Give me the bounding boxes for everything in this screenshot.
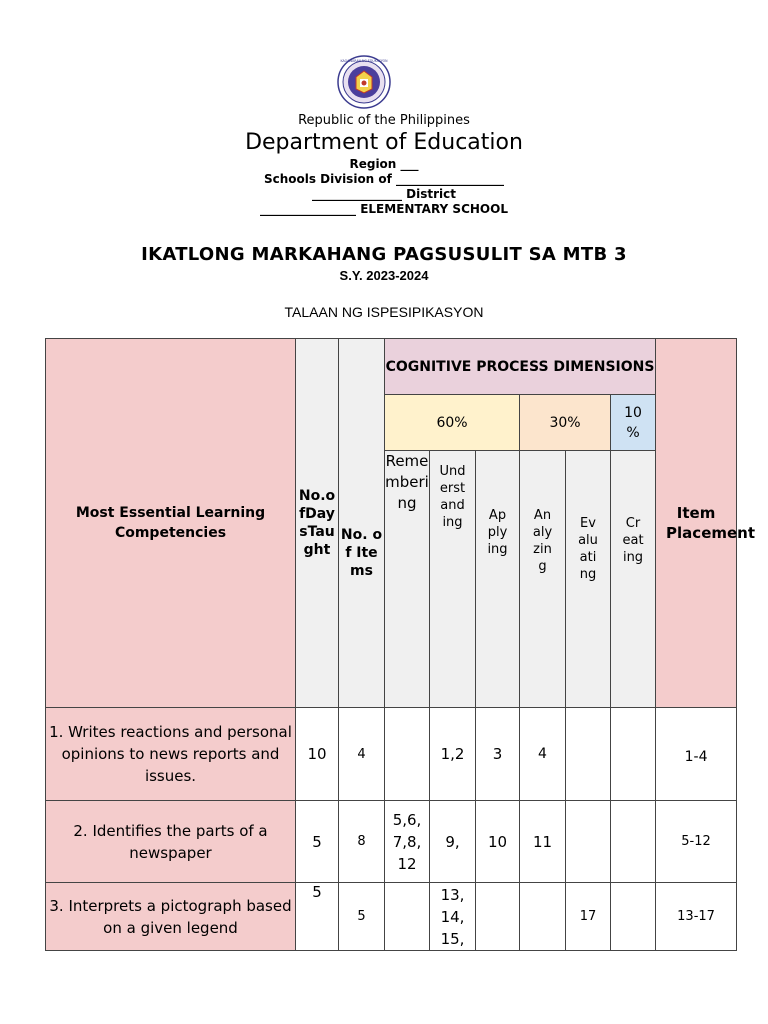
items-cell: 8 xyxy=(339,801,385,883)
header-remembering: Remembering xyxy=(385,451,430,708)
header-creating: Creating xyxy=(611,451,656,708)
remembering-cell: 5,6, 7,8, 12 xyxy=(385,801,430,883)
division-line: Schools Division of __________________ xyxy=(263,172,505,186)
percent-10: 10 % xyxy=(611,395,656,451)
percent-30: 30% xyxy=(520,395,611,451)
header-cognitive-dimensions: COGNITIVE PROCESS DIMENSIONS xyxy=(385,339,656,395)
analyzing-cell: 4 xyxy=(520,708,566,801)
creating-cell xyxy=(611,801,656,883)
republic-label: Republic of the Philippines xyxy=(298,113,470,128)
days-cell: 5 xyxy=(296,801,339,883)
department-title: Department of Education xyxy=(245,130,523,155)
understanding-cell: 13, 14, 15, xyxy=(430,883,476,951)
header-item-placement: Item Placement xyxy=(656,339,737,708)
remembering-cell xyxy=(385,883,430,951)
days-cell: 5 xyxy=(296,883,339,951)
header-evaluating: Evaluating xyxy=(566,451,611,708)
header-days-taught: No.ofDaysTaught xyxy=(296,339,339,708)
days-cell: 10 xyxy=(296,708,339,801)
evaluating-cell: 17 xyxy=(566,883,611,951)
district-line: _______________ District xyxy=(311,187,456,201)
applying-cell: 10 xyxy=(476,801,520,883)
placement-cell: 5-12 xyxy=(656,801,737,883)
table-row xyxy=(46,801,737,883)
analyzing-cell: 11 xyxy=(520,801,566,883)
placement-cell: 13-17 xyxy=(656,883,737,951)
header-understanding: Understanding xyxy=(430,451,476,708)
remembering-cell xyxy=(385,708,430,801)
understanding-cell: 9, xyxy=(430,801,476,883)
header-competencies: Most Essential Learning Competencies xyxy=(46,339,296,708)
table-row xyxy=(46,708,737,801)
competency-cell: 1. Writes reactions and personal opinions to news reports and issues. xyxy=(46,708,296,801)
exam-title: IKATLONG MARKAHANG PAGSUSULIT SA MTB 3 xyxy=(141,244,627,265)
deped-seal-logo xyxy=(337,55,391,109)
evaluating-cell xyxy=(566,708,611,801)
analyzing-cell xyxy=(520,883,566,951)
understanding-cell: 1,2 xyxy=(430,708,476,801)
region-line: Region ___ xyxy=(349,157,419,171)
competency-cell: 3. Interprets a pictograph based on a given legend xyxy=(46,883,296,951)
creating-cell xyxy=(611,708,656,801)
school-line: ________________ ELEMENTARY SCHOOL xyxy=(260,202,508,216)
applying-cell: 3 xyxy=(476,708,520,801)
evaluating-cell xyxy=(566,801,611,883)
applying-cell xyxy=(476,883,520,951)
header-number-of-items: No. of Items xyxy=(339,339,385,708)
items-cell: 4 xyxy=(339,708,385,801)
header-analyzing: Analyzing xyxy=(520,451,566,708)
items-cell: 5 xyxy=(339,883,385,951)
seal-lettering: KAGAWARAN NG EDUKASYON xyxy=(340,59,388,63)
placement-cell: 1-4 xyxy=(656,708,737,801)
competency-cell: 2. Identifies the parts of a newspaper xyxy=(46,801,296,883)
school-year: S.Y. 2023-2024 xyxy=(339,268,429,283)
percent-60: 60% xyxy=(385,395,520,451)
table-row xyxy=(46,883,737,951)
header-applying: Applying xyxy=(476,451,520,708)
table-subtitle: TALAAN NG ISPESIPIKASYON xyxy=(284,304,484,320)
specification-table xyxy=(45,338,756,951)
creating-cell xyxy=(611,883,656,951)
